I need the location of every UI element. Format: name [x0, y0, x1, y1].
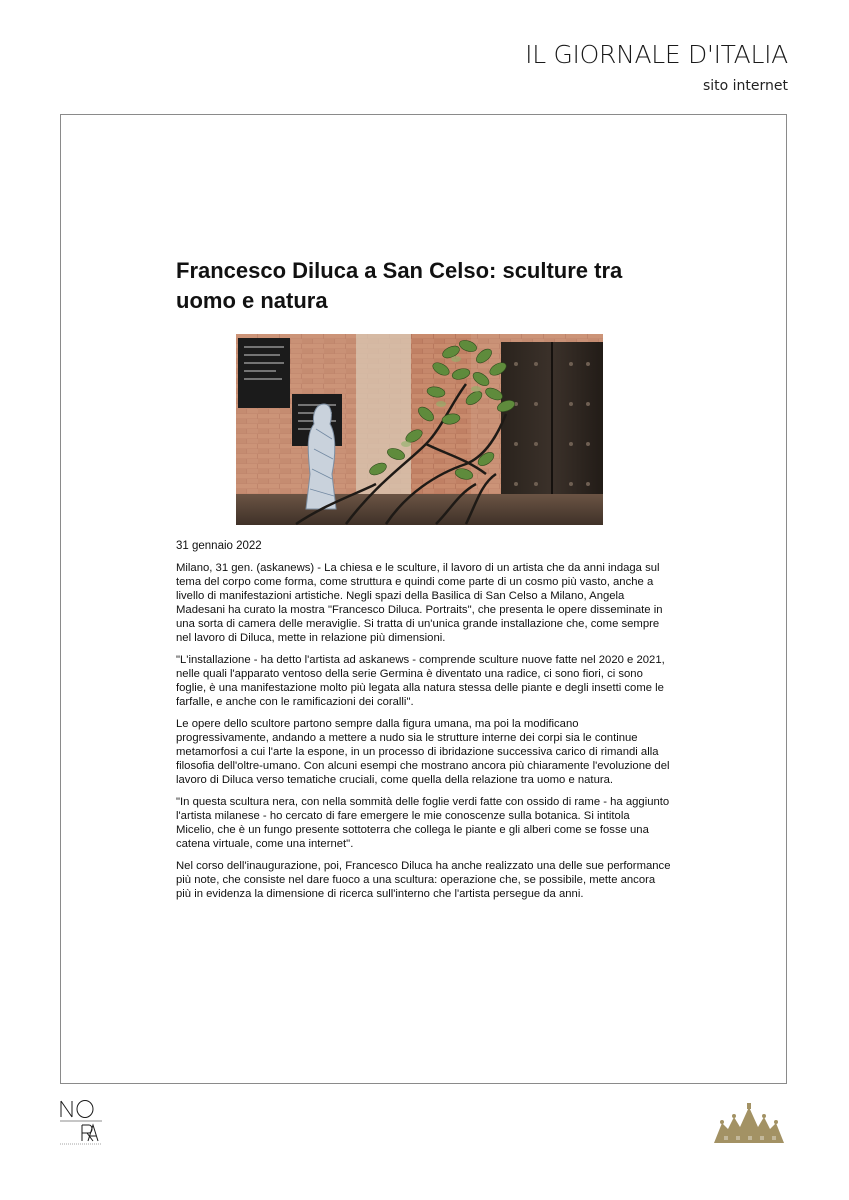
article-paragraph-3: Le opere dello scultore partono sempre dalla figura umana, ma poi la modificano progressivamente, andando a mettere a nudo sia le strutture interne dei corpi sia le continue metamorfosi a cui l'arte la espone, in un processo di ibridazione successiva carico di rimandi alla filosofia dell'oltre-umano. Con alcuni esempi che mostrano ancora più chiaramente l'evoluzione del lavoro di Diluca verso tematiche cruciali, come quella della relazione tra uomo e natura. [176, 718, 670, 786]
article-paragraph-4: "In questa scultura nera, con nella sommità delle foglie verdi fatte con ossido di rame - ha aggiunto l'artista milanese - ho cercato di fare emergere le mie conoscenze sulla botanica. Si intitola Micelio, che è un fungo presente sottoterra che collega le piante e gli alberi come se fosse una catena virtuale, come una internet". [176, 796, 670, 850]
crown-logo-icon [712, 1103, 786, 1145]
article-body [176, 539, 671, 909]
nora-logo [58, 1097, 104, 1147]
publication-subtitle: sito internet [702, 78, 788, 94]
article-paragraph-1: Milano, 31 gen. (askanews) - La chiesa e le sculture, il lavoro di un artista che da anni indaga sul tema del corpo come forma, come struttura e quindi come parte di un cosmo più vasto, anche a livello di manifestazioni artistiche. Negli spazi della Basilica di San Celso a Milano, Angela Madesani ha curato la mostra "Francesco Diluca. Portraits", che presenta le opere disseminate in una sorta di camera delle meraviglie. Si tratta di un'unica grande installazione che, come sempre nel lavoro di Diluca, mette in relazione più dimensioni. [176, 562, 663, 644]
publication-title: IL GIORNALE D'ITALIA [525, 40, 788, 69]
article-paragraph-2: "L'installazione - ha detto l'artista ad askanews - comprende sculture nuove fatte nel 2020 e 2021, nelle quali l'apparato ventoso della serie Germina è diventato una radice, ci sono fiori, ci sono foglie, è una manifestazione molto più legata alla natura stessa delle piante e degli insetti come le farfalle, e anche con le ramificazioni dei coralli". [176, 654, 665, 708]
article-paragraph-5: Nel corso dell'inaugurazione, poi, Francesco Diluca ha anche realizzato una delle sue performance più note, che consiste nel dare fuoco a una scultura: operazione che, se possibile, mette ancora più in evidenza la dimensione di ricerca sull'interno che l'artista persegue da anni. [176, 860, 671, 900]
article-header [176, 256, 676, 316]
masthead [525, 40, 788, 94]
article-date: 31 gennaio 2022 [176, 540, 262, 552]
article-headline: Francesco Diluca a San Celso: sculture tra uomo e natura [176, 258, 623, 313]
article-photo [236, 334, 603, 525]
